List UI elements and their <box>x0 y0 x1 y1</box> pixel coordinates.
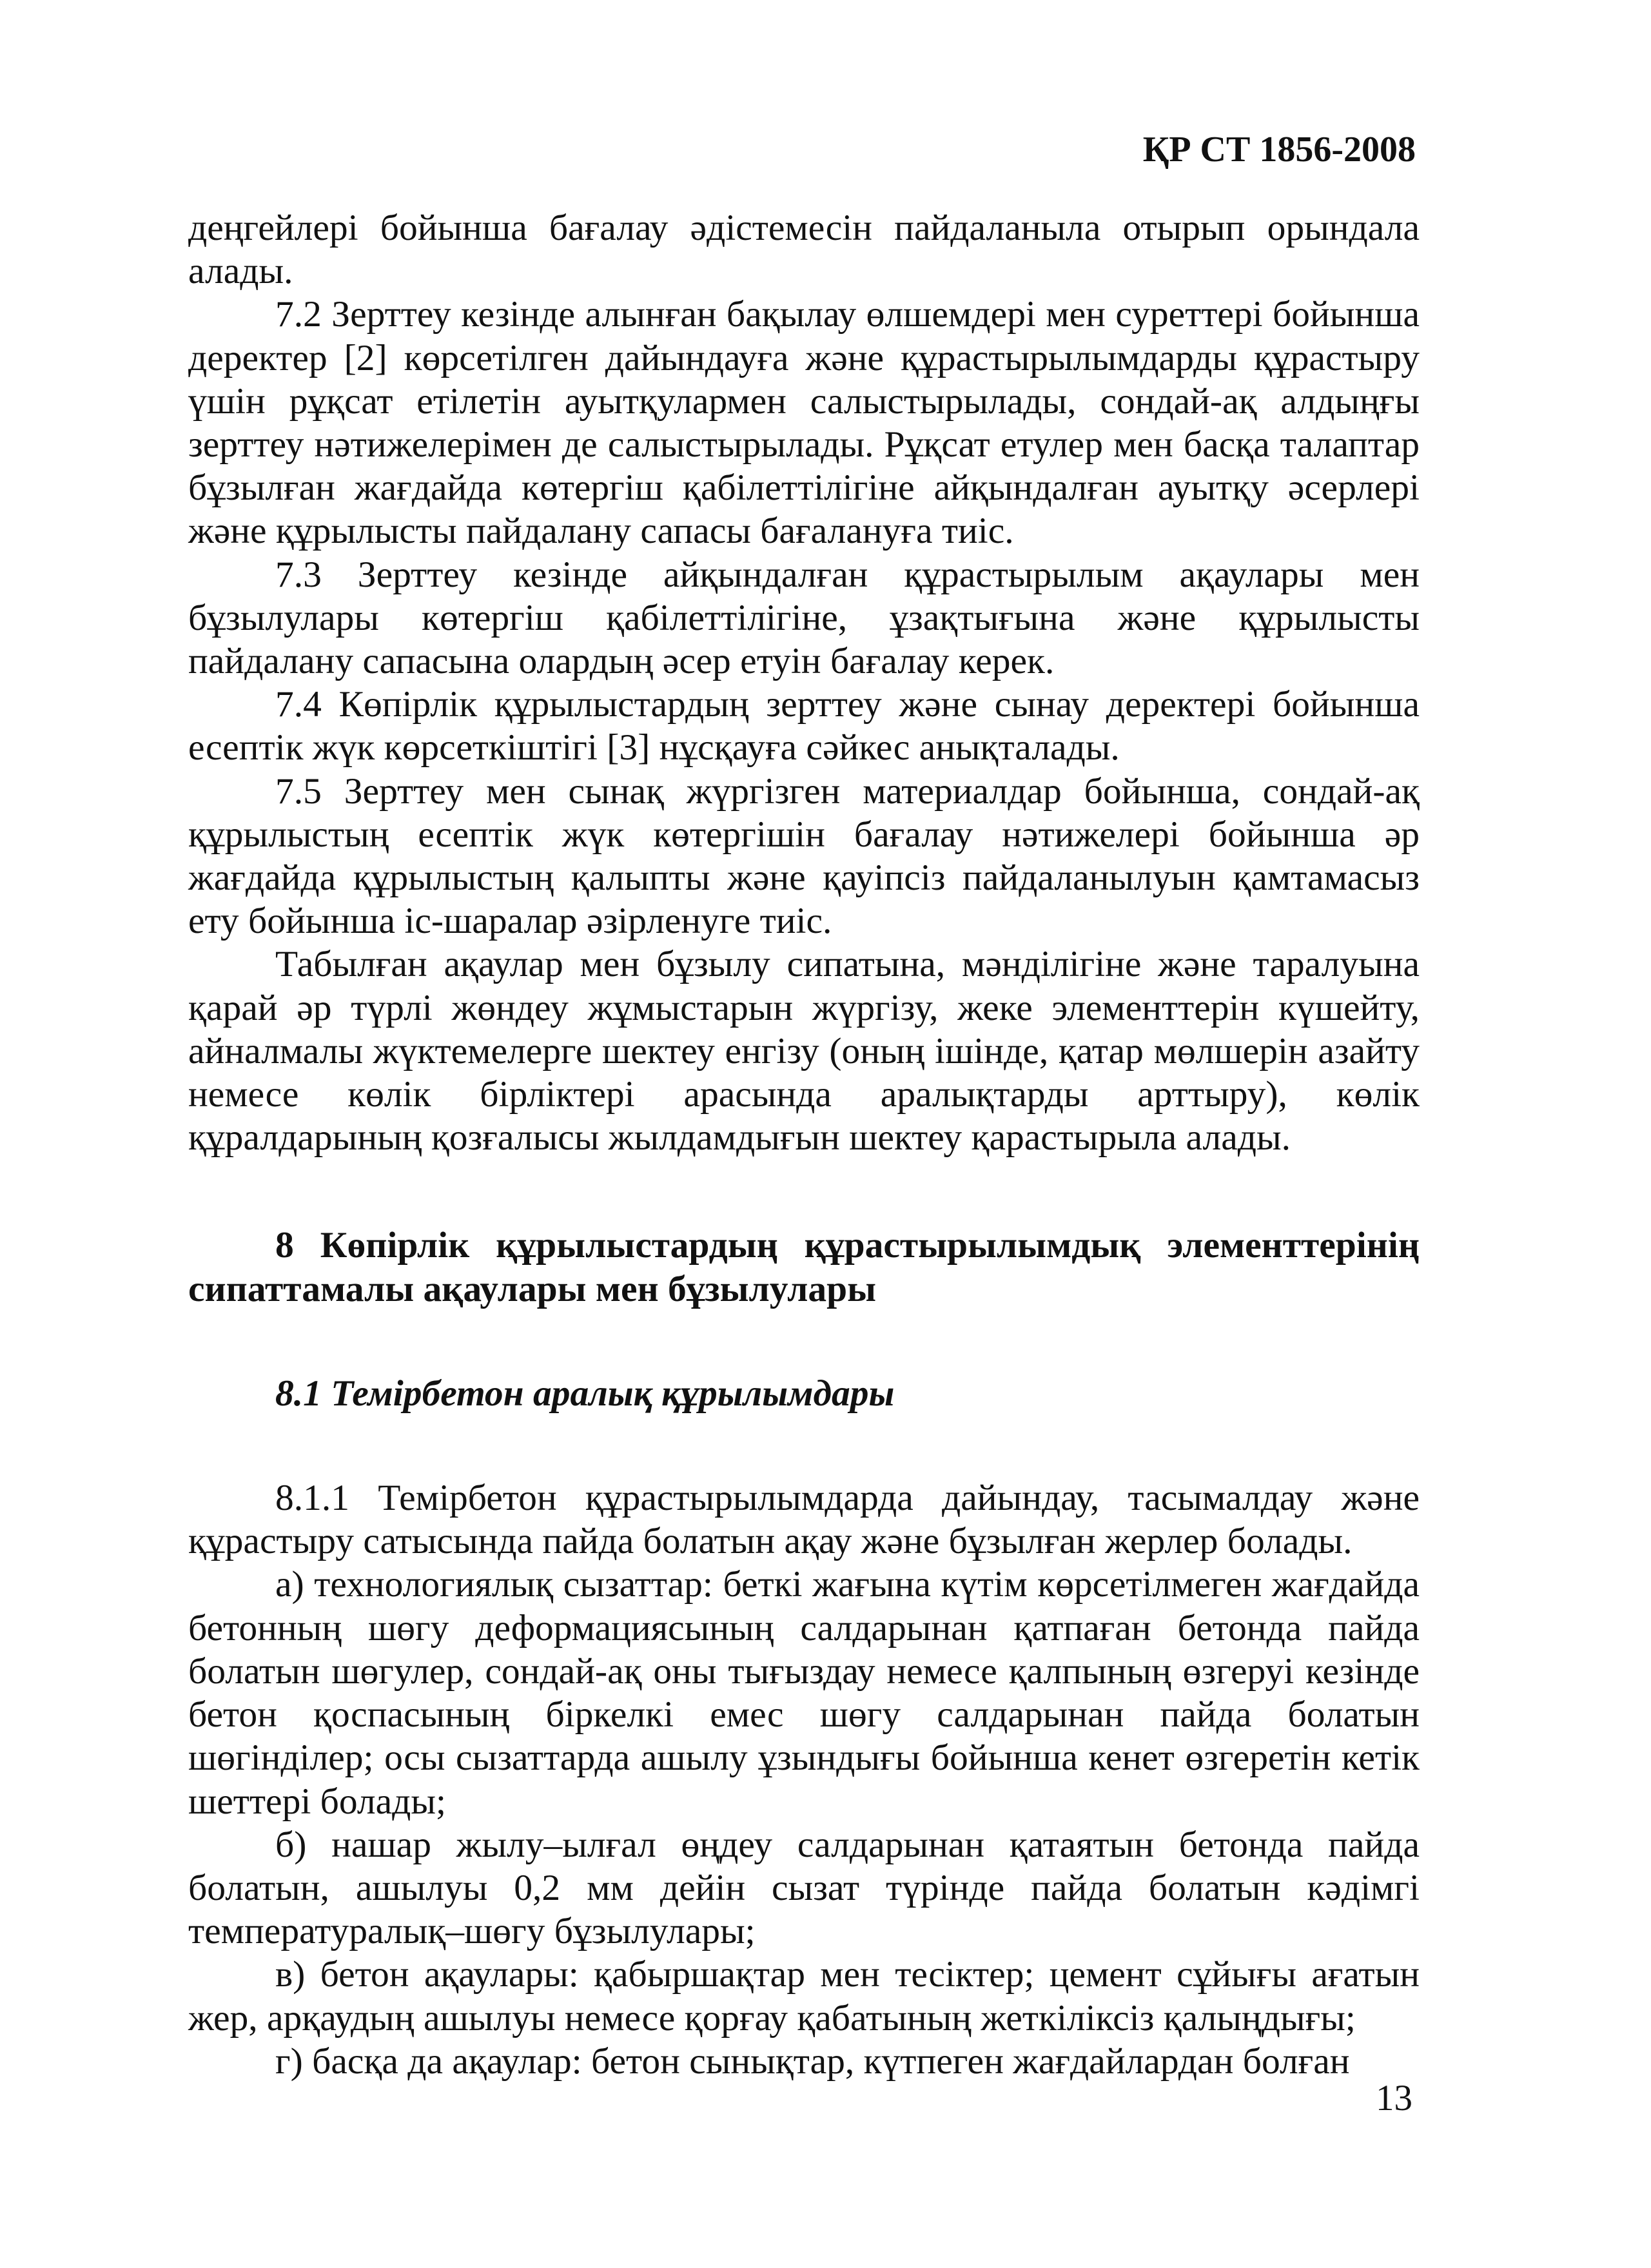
paragraph-7-5: 7.5 Зерттеу мен сынақ жүргізген материалдар бойынша, сондай-ақ құрылыстың есептік жүк көтергішін бағалау нәтижелері бойынша әр жағдайда құрылыстың қалыпты және қауіпсіз пайдаланылуын қамтамасыз ету бойынша іс-шаралар әзірленуге тиіс. <box>188 770 1420 942</box>
paragraph-8-1-1: 8.1.1 Темірбетон құрастырылымдарда дайындау, тасымалдау және құрастыру сатысында пайда болатын ақау және бұзылған жерлер болады. <box>188 1478 1420 1562</box>
paragraph-7-4: 7.4 Көпірлік құрылыстардың зерттеу және сынау деректері бойынша есептік жүк көрсеткіштігі [3] нұсқауға сәйкес анықталады. <box>188 684 1420 768</box>
paragraph-7-3: 7.3 Зерттеу кезінде айқындалған құрастырылым ақаулары мен бұзылулары көтергіш қабілеттілігіне, ұзақтығына және құрылысты пайдалану сапасына олардың әсер етуін бағалау керек. <box>188 554 1420 682</box>
list-item-b: б) нашар жылу–ылғал өңдеу салдарынан қатаятын бетонда пайда болатын, ашылуы 0,2 мм дейін сызат түрінде пайда болатын кәдімгі температуралық–шөгу бұзылулары; <box>188 1824 1420 1952</box>
section-8-heading: 8 Көпірлік құрылыстардың құрастырылымдық элементтерінің сипаттамалы ақаулары мен бұзылулары <box>188 1225 1420 1309</box>
paragraph-continuation: деңгейлері бойынша бағалау әдістемесін пайдаланыла отырып орындала алады. <box>188 208 1420 292</box>
paragraph-7-2: 7.2 Зерттеу кезінде алынған бақылау өлшемдері мен суреттері бойынша деректер [2] көрсетілген дайындауға және құрастырылымдарды құрастыру үшін рұқсат етілетін ауытқулармен салыстырылады, сондай-ақ алдыңғы зерттеу нәтижелерімен де салыстырылады. Рұқсат етулер мен басқа талаптар бұзылған жағдайда көтергіш қабілеттілігіне айқындалған ауытқу әсерлері және құрылысты пайдалану сапасы бағалануға тиіс. <box>188 294 1420 552</box>
list-item-v: в) бетон ақаулары: қабыршақтар мен тесіктер; цемент сұйығы ағатын жер, арқаудың ашылуы немесе қорғау қабатының жеткіліксіз қалыңдығы; <box>188 1954 1420 2038</box>
page-body <box>188 206 1420 2083</box>
document-code: ҚР СТ 1856-2008 <box>1142 130 1416 170</box>
section-8-1-heading: 8.1 Темірбетон аралық құрылымдары <box>275 1373 895 1414</box>
list-item-a: а) технологиялық сызаттар: беткі жағына күтім көрсетілмеген жағдайда бетонның шөгу деформациясының салдарынан қатпаған бетонда пайда болатын шөгулер, сондай-ақ оны тығыздау немесе қалпының өзгеруі кезінде бетон қоспасының біркелкі емес шөгу салдарынан пайда болатын шөгінділер; осы сызаттарда ашылу ұзындығы бойынша кенет өзгеретін кетік шеттері болады; <box>188 1564 1420 1822</box>
page-number: 13 <box>1376 2078 1412 2118</box>
paragraph-defects: Табылған ақаулар мен бұзылу сипатына, мәнділігіне және таралуына қарай әр түрлі жөндеу жұмыстарын жүргізу, жеке элементтерін күшейту, айналмалы жүктемелерге шектеу енгізу (оның ішінде, қатар мөлшерін азайту немесе көлік бірліктері арасында аралықтарды арттыру), көлік құралдарының қозғалысы жылдамдығын шектеу қарастырыла алады. <box>188 944 1420 1158</box>
list-item-g: г) басқа да ақаулар: бетон сынықтар, күтпеген жағдайлардан болған <box>275 2040 1350 2082</box>
